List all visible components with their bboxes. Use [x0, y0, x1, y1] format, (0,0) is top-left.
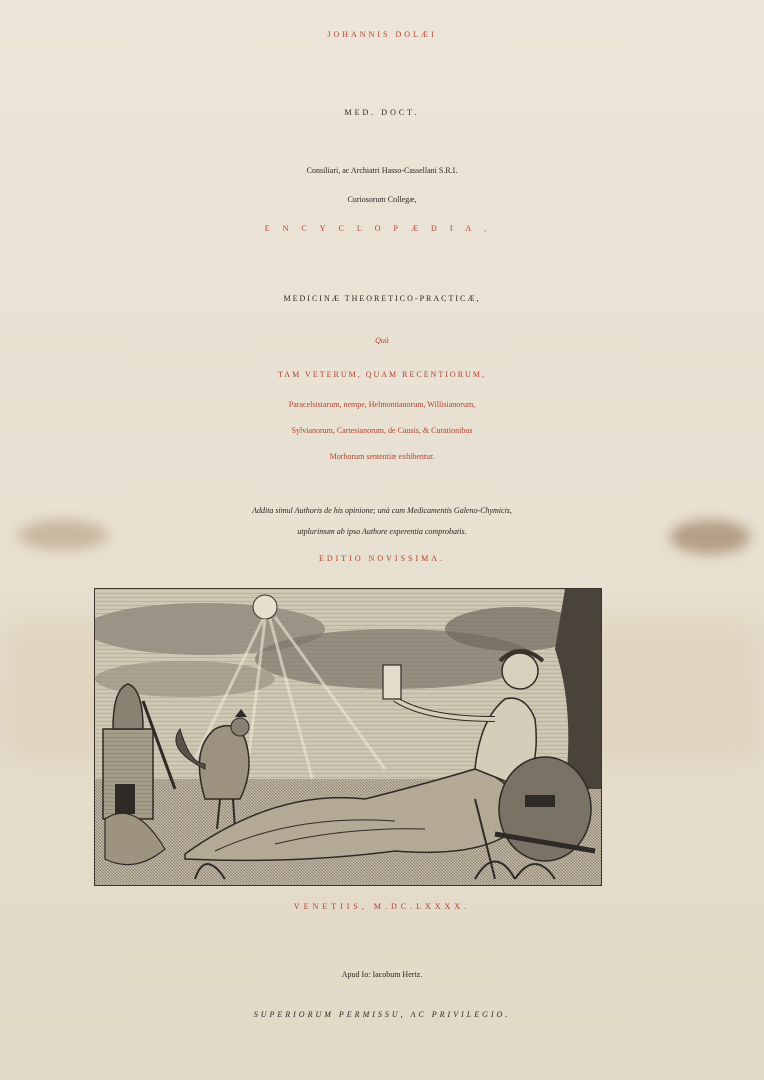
scope-line-1: TAM VETERUM, QUAM RECENTIORUM, — [278, 370, 486, 379]
main-title: ENCYCLOPÆDIA, — [264, 224, 500, 233]
subtitle: MEDICINÆ THEORETICO-PRACTICÆ, — [283, 294, 481, 303]
scope-line-3: Sylvianorum, Cartesianorum, de Causis, & Curationibus — [291, 426, 473, 435]
privilege-line: SUPERIORUM PERMISSU, AC PRIVILEGIO. — [253, 1010, 511, 1019]
addita-line-2: utplurimum ab ipso Authore experentia comprobatis. — [297, 527, 467, 536]
publisher-line: Apud Io: Iacobum Hertz. — [341, 970, 423, 979]
edition-line: EDITIO NOVISSIMA. — [318, 554, 446, 563]
sun-icon — [253, 595, 277, 619]
scope-line-4: Morborum sententiæ exhibentur. — [329, 452, 435, 461]
glass-icon — [383, 665, 401, 699]
author-degree: MED. DOCT. — [344, 108, 420, 117]
author-office-line-2: Curiosorum Collegæ, — [347, 195, 417, 204]
shield — [499, 757, 591, 861]
author-name: JOHANNIS DOLÆI — [327, 30, 437, 39]
engraving-svg — [95, 589, 601, 885]
furnace-opening — [115, 784, 135, 814]
engraving-illustration — [94, 588, 602, 886]
qua-line: Quà — [375, 336, 389, 345]
addita-line-1: Addita simul Authoris de his opinione; unà cum Medicamentis Galeno-Chymicis, — [252, 506, 512, 515]
woman-head — [502, 653, 538, 689]
paper-stain — [670, 520, 750, 554]
author-office-line-1: Consiliari, ac Archiatri Hasso-Cassellani S.R.I. — [306, 166, 458, 175]
imprint-place-date: VENETIIS, M.DC.LXXXX. — [293, 902, 471, 911]
scope-line-2: Paracelsistarum, nempe, Helmontianorum, Willisianorum, — [288, 400, 476, 409]
